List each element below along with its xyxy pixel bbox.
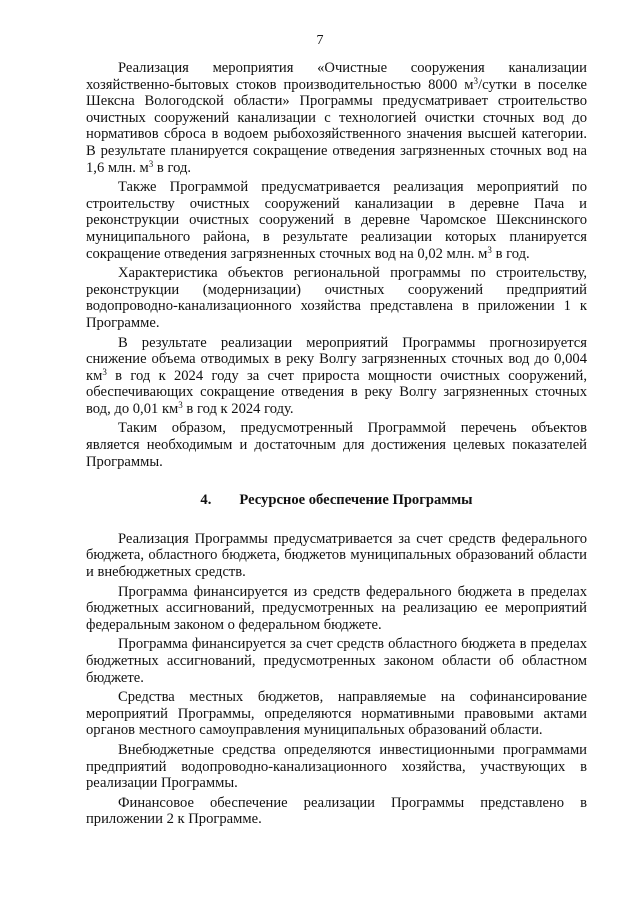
paragraph <box>86 179 587 262</box>
superscript-exponent: 3 <box>148 158 154 169</box>
superscript-exponent: 3 <box>178 399 183 410</box>
section-heading <box>86 492 587 509</box>
paragraph-text: Программа финансируется за счет средств областного бюджета в пределах бюджетных ассигнований, предусмотренных законом области об областном бюджете. <box>86 636 587 686</box>
paragraph-text: в год. <box>491 245 530 262</box>
superscript-exponent: 3 <box>473 75 479 86</box>
paragraph <box>86 531 587 581</box>
superscript-exponent: 3 <box>487 244 492 255</box>
section-4-text <box>86 531 587 828</box>
paragraph <box>86 584 587 634</box>
paragraph-text: Таким образом, предусмотренный Программой перечень объектов является необходимым и достаточным для достижения целевых показателей Программы. <box>86 420 587 470</box>
paragraph-text: Реализация Программы предусматривается за счет средств федерального бюджета, областного бюджета, бюджетов муниципальных образований области и внебюджетных средств. <box>86 530 587 581</box>
paragraph <box>86 636 587 686</box>
paragraph-text: Финансовое обеспечение реализации Программы представлено в приложении 2 к Программе. <box>86 794 587 828</box>
paragraph-text: Также Программой предусматривается реализация мероприятий по строительству очистных сооружений канализации в деревне Пача и реконструкции очистных сооружений в деревне Чаромское Шекснинского муниципального района, в результате реализации которых планируется сокращение отведения загрязненных сточных вод на 0,02 млн. м <box>86 179 587 262</box>
paragraph-text: в год. <box>153 159 192 176</box>
paragraph <box>86 795 587 828</box>
paragraph <box>86 335 587 418</box>
paragraph-text: Внебюджетные средства определяются инвестиционными программами предприятий водопроводно-канализационного хозяйства, участвующих в реализации Программы. <box>86 741 587 792</box>
paragraph-text: Программа финансируется из средств федерального бюджета в пределах бюджетных ассигнований, предусмотренных на реализацию ее мероприятий федеральным законом о федеральном бюджете. <box>86 583 587 633</box>
section-title: Ресурсное обеспечение Программы <box>239 492 473 509</box>
paragraph-text: в год к 2024 году за счет прироста мощности очистных сооружений, обеспечивающих сокращение отведения в реку Волгу загрязненных сточных вод, до 0,01 км <box>86 367 587 417</box>
paragraph-text: /сутки в поселке Шексна Вологодской области» Программы предусматривает строительство очистных сооружений канализации с технологией очистки сточных вод до нормативов сброса в водоем рыбохозяйственного значения высшей категории. В результате планируется сокращение отведения загрязненных сточных вод на 1,6 млн. м <box>86 76 587 176</box>
paragraph <box>86 60 587 176</box>
paragraph-text: В результате реализации мероприятий Программы прогнозируется снижение объема отводимых в реку Волгу загрязненных сточных вод до 0,004 км <box>86 334 587 384</box>
document-body <box>86 60 587 831</box>
section-3-text <box>86 60 587 470</box>
paragraph <box>86 265 587 331</box>
paragraph-text: Реализация мероприятия «Очистные сооружения канализации хозяйственно-бытовых стоков производительностью 8000 м <box>86 60 587 93</box>
superscript-exponent: 3 <box>102 366 107 377</box>
paragraph <box>86 742 587 792</box>
page-number: 7 <box>316 33 324 48</box>
paragraph <box>86 689 587 739</box>
paragraph-text: в год к 2024 году. <box>182 400 294 417</box>
paragraph-text: Средства местных бюджетов, направляемые на софинансирование мероприятий Программы, определяются нормативными правовыми актами органов местного самоуправления муниципальных образований области. <box>86 689 587 739</box>
paragraph-text: Характеристика объектов региональной программы по строительству, реконструкции (модернизации) очистных сооружений предприятий водопроводно-канализационного хозяйства представлена в приложении 1 к Программе. <box>86 265 587 331</box>
paragraph <box>86 420 587 470</box>
section-number: 4. <box>200 492 212 509</box>
